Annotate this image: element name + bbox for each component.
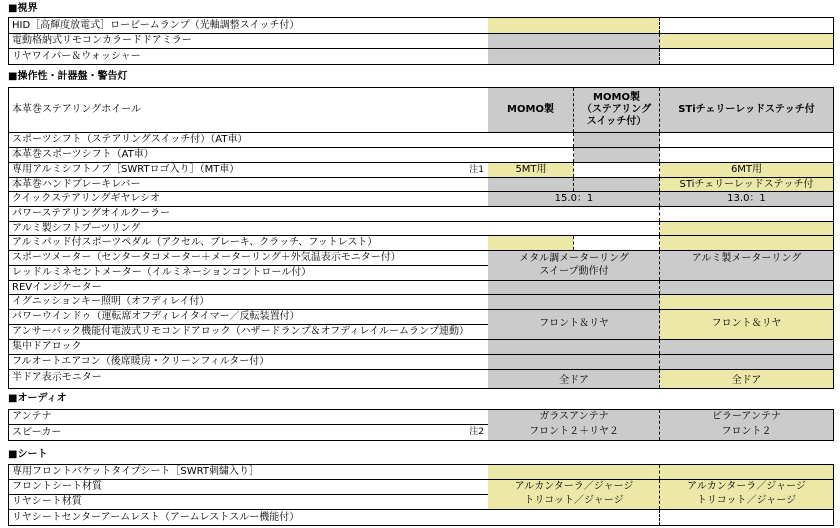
row-label: スピーカー	[12, 427, 62, 438]
value-cell	[488, 410, 660, 440]
row-label: アルミ製シフトブーツリング	[12, 223, 141, 234]
window-right: フロント＆リヤ	[711, 318, 782, 329]
value-cell	[488, 370, 660, 388]
table-row	[9, 222, 833, 236]
row-label: 専用アルミシフトノブ［SWRTロゴ入り］（MT車）	[12, 164, 240, 175]
row-label: スポーツシフト（ステアリングスイッチ付）（AT車）	[12, 134, 248, 145]
brake-lever-value: STiチェリーレッドステッチ付	[679, 179, 814, 190]
value-cell	[660, 222, 833, 235]
value-cell	[488, 178, 574, 191]
row-label: 本革巻スポーツシフト（AT車）	[12, 149, 154, 160]
door-left: 全ドア	[559, 375, 589, 386]
row-label: イグニッションキー照明（オフディレイ付）	[12, 296, 210, 307]
table-row	[9, 163, 833, 178]
value-cell	[574, 148, 660, 162]
speaker-right: フロント２	[721, 426, 772, 437]
visibility-table	[8, 17, 834, 65]
value-cell	[488, 34, 660, 48]
row-label: リヤシート材質	[12, 496, 82, 507]
value-cell	[660, 133, 833, 147]
table-row	[9, 178, 833, 192]
meter-right: アルミ製メーターリング	[691, 253, 802, 264]
value-cell	[660, 34, 833, 48]
rear-seat-left: トリコット／ジャージ	[524, 495, 624, 506]
value-cell	[660, 49, 833, 64]
row-label: 電動格納式リモコンカラードドアミラー	[12, 35, 192, 46]
table-row	[9, 192, 833, 207]
table-row	[9, 465, 833, 480]
value-cell	[488, 18, 660, 33]
row-label: フルオートエアコン（後席暖房・クリーンフィルター付）	[12, 356, 270, 367]
table-row	[9, 340, 833, 355]
antenna-left: ガラスアンテナ	[539, 411, 609, 422]
section-title-operation: ■操作性・計器盤・警告灯	[8, 71, 128, 82]
row-label: パワーステアリングオイルクーラー	[12, 208, 170, 219]
row-label: 本革巻ステアリングホイール	[12, 104, 141, 115]
rear-seat-right: トリコット／ジャージ	[696, 495, 797, 506]
value-cell	[660, 480, 833, 509]
meter-left-line1: メタル調メーターリング	[519, 253, 629, 264]
header-momo-switch: MOMO製 （ステアリング スイッチ付）	[574, 88, 660, 132]
row-label: スポーツメーター（センタータコメーター＋メーターリング＋外気温表示モニター付）	[12, 252, 401, 263]
value-cell	[660, 340, 833, 354]
shift-knob-5mt: 5MT用	[515, 164, 547, 175]
value-cell	[488, 480, 660, 509]
value-cell	[488, 207, 660, 221]
value-cell	[660, 207, 833, 221]
value-cell	[574, 163, 660, 177]
meter-left-line2: スイープ動作付	[539, 266, 609, 277]
seat-table	[8, 464, 834, 526]
table-row	[9, 133, 833, 148]
row-label: 集中ドアロック	[12, 341, 82, 352]
table-row	[9, 355, 833, 370]
value-cell	[488, 236, 574, 250]
table-row	[9, 510, 833, 525]
note-marker: 注1	[469, 165, 484, 175]
value-cell	[660, 465, 833, 479]
value-cell	[660, 178, 833, 191]
row-label: パワーウインドゥ（運転席オフディレイタイマー／反転装置付）	[12, 311, 300, 322]
table-row	[9, 148, 833, 163]
front-seat-right: アルカンターラ／ジャージ	[687, 481, 806, 492]
value-cell	[660, 18, 833, 33]
row-label: 専用フロントバケットタイプシート［SWRT刺繍入り］	[12, 466, 259, 477]
front-seat-left: アルカンターラ／ジャージ	[514, 481, 634, 492]
value-cell	[660, 510, 833, 525]
row-label: 本革巻ハンドブレーキレバー	[12, 179, 141, 190]
value-cell	[488, 163, 574, 177]
value-cell	[488, 49, 660, 64]
value-cell	[660, 370, 833, 388]
table-row	[9, 49, 833, 64]
value-cell	[488, 295, 660, 309]
row-label: レッドルミネセントメーター（イルミネーションコントロール付）	[12, 267, 312, 278]
row-label: アンテナ	[12, 411, 52, 422]
row-label: REVインジケーター	[12, 282, 102, 293]
row-label: リヤワイパー＆ウォッシャー	[12, 51, 141, 62]
row-label: HID［高輝度放電式］ロービームランプ（光軸調整スイッチ付）	[12, 20, 300, 31]
table-row	[9, 295, 833, 310]
value-cell	[660, 163, 833, 177]
door-right: 全ドア	[731, 375, 762, 386]
table-row	[9, 88, 833, 133]
value-cell	[660, 148, 833, 162]
row-label: リヤシートセンターアームレスト（アームレストスルー機能付）	[12, 512, 300, 523]
table-row	[9, 18, 833, 34]
gear-ratio-right: 13.0：1	[727, 193, 766, 204]
value-cell	[660, 281, 833, 294]
value-cell	[660, 355, 833, 369]
table-row	[9, 34, 833, 49]
value-cell	[488, 192, 660, 206]
section-title-seat: ■シート	[8, 449, 48, 460]
value-cell	[574, 178, 660, 191]
header-sti: STiチェリーレッドステッチ付	[660, 88, 833, 132]
table-row	[9, 325, 833, 340]
window-left: フロント＆リヤ	[539, 318, 609, 329]
table-row	[9, 236, 833, 251]
row-label: アルミパッド付スポーツペダル（アクセル、ブレーキ、クラッチ、フットレスト）	[12, 237, 378, 248]
row-label: クイックステアリングギヤレシオ	[12, 193, 161, 204]
value-cell	[488, 222, 660, 235]
value-cell	[660, 192, 833, 206]
value-cell	[488, 148, 574, 162]
operation-table	[8, 87, 834, 389]
speaker-left: フロント２＋リヤ２	[529, 426, 619, 437]
gear-ratio-left: 15.0：1	[554, 193, 594, 204]
value-cell	[488, 510, 660, 525]
antenna-right: ピラーアンテナ	[711, 411, 782, 422]
shift-knob-6mt: 6MT用	[730, 164, 763, 175]
value-cell	[574, 236, 660, 250]
value-cell	[488, 133, 574, 147]
value-cell	[488, 340, 660, 354]
value-cell	[488, 281, 660, 294]
row-label: フロントシート材質	[12, 481, 102, 492]
value-cell	[660, 295, 833, 309]
audio-table	[8, 409, 834, 441]
note-marker: 注2	[469, 427, 484, 437]
header-momo: MOMO製	[488, 88, 574, 132]
row-label: 半ドア表示モニター	[12, 372, 102, 383]
value-cell	[660, 410, 833, 440]
value-cell	[660, 236, 833, 250]
section-title-visibility: ■視界	[8, 3, 38, 14]
value-cell	[660, 251, 833, 280]
value-cell	[488, 355, 660, 369]
value-cell	[488, 251, 660, 280]
value-cell	[574, 133, 660, 147]
value-cell	[488, 465, 660, 479]
table-row	[9, 207, 833, 222]
table-row	[9, 370, 833, 388]
row-label: アンサーバック機能付電波式リモコンドアロック（ハザードランプ＆オフディレイルームランプ連動）	[12, 326, 469, 337]
section-title-audio: ■オーディオ	[8, 393, 67, 404]
table-row	[9, 281, 833, 295]
